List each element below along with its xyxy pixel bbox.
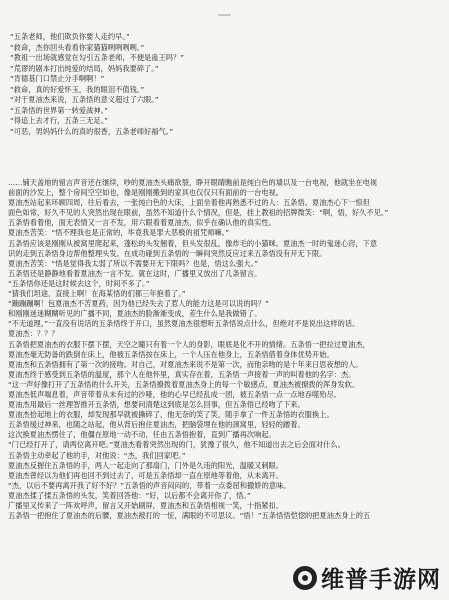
story-line: 夏油杰：？？？ (8, 329, 59, 339)
top-bar (0, 0, 449, 30)
story-line: 五条悟缓过神来，也随之站起，他从背后抱住夏油杰，把脑袋埋在他的颈窝里，轻轻的蹭着。 (8, 420, 305, 430)
story-line: “猜我们坦途，直接上啊！在海某悟的们都三年抱着了。” (8, 289, 186, 299)
story-line: 夏油杰反握住五条悟的手，两人一起走向了那扇门，门外是久违的阳光，温暖又刺眼。 (8, 460, 284, 470)
comment-line: “五条老师，他们欺负你要人走约早。” (10, 32, 130, 41)
story-text (8, 178, 442, 521)
comment-line: “救命，杰你回头看看你家猫猫咧咧咧咧。” (10, 42, 145, 52)
comment-line: “救命，真的好爱怀玉，我的眼泪不值钱。” (10, 84, 145, 94)
story-line: 前面的沙发上，整个房间空空如也，像是刚刚搬到的家具也仅仅只有面前的一台电视。 (8, 188, 284, 198)
story-line: 夏油杰终于感受到五条悟的温度，那个人在他怀里，真实存在着，五条悟一声接着一声的叫着他的名字：杰。 (8, 369, 356, 379)
dialogue-comments (10, 32, 440, 137)
story-line: 广播里又传来了一阵欢呼声，留言又开始刷屏，夏油杰和五条悟相视一笑，十指紧扣。 (8, 501, 284, 510)
story-line: “五条悟你还是这时候去这个，时间不多了。” (8, 278, 150, 288)
story-line: 夏油杰苦笑：“悟是觉得我太弱了所以不需要开无下限吗？也是，悟这么强大。” (8, 258, 259, 268)
story-line: 夏油杰站起来环顾四周，往后看去，一张纯白色的大床，上面坐着他再熟悉不过的人：五条悟。夏油杰心下一惊但 (8, 198, 370, 208)
story-line: 五条悟把夏油杰的衣服下摆下摆，天空之瞳只有着一个人的身影，眼底是化不开的情绪。五条悟一把拉过夏油杰， (8, 339, 370, 349)
story-line: 夏油杰拾起地上的衣服，却发现那早就被撕碎了，他无奈的笑了笑，随手拿了一件五条悟的衣服换上。 (8, 410, 334, 420)
story-line: 五条悟主动牵起了他的手，对他说：“杰，我们回家吧。” (8, 450, 186, 460)
story-line: 五条悟应该是刚刚从被窝里爬起来，蓬松的头发翘着，但头发很乱，像炸毛的小猫咪。夏油杰一时的鬼迷心窍，下意 (8, 238, 378, 248)
story-line: 五条悟还是静静地看着夏油杰一言不发。就在这时，广播里又放出了几条留言。 (8, 268, 262, 278)
story-line: “门已经打开了，请两位离开吧。”夏油杰看着突然出现的门，犹豫了很久，他不知道出去之后会面对什么。 (8, 440, 345, 450)
story-line: 这次换夏油杰愣住了，他僵在原地一动不动，任由五条悟抱着，直到广播再次响起。 (8, 430, 276, 440)
collapse-icon[interactable]: — (217, 7, 232, 23)
comment-line: “荒谬的剧本打出纯爱的结局，妈妈我要碎了。” (10, 63, 159, 73)
watermark (293, 561, 441, 594)
story-line: 和刚刚迷迷糊糊听见的广播不同，夏油杰的脸渐渐变成，差生什么是我做错了。 (8, 309, 262, 319)
story-line: 夏油杰毫无防备的跌倒在床上，他被五条悟按在床上，一个人压在他身上，五条悟借着身体优势开始。 (8, 349, 334, 359)
story-line: 夏油杰低声喘息着，声音带着从未有过的沙哑，他的心早已经乱成一团，被五条悟一点一点地吞噬殆尽。 (8, 389, 341, 399)
story-line: “这一声好像打开了五条悟的什么开关，五条悟撩拨着夏油杰身上的每一个敏感点，夏油杰被撩拨的浑身发软。 (8, 379, 360, 389)
watermark-text: 维普手游网 (321, 567, 441, 593)
comment-line: “五条悟的世界第一转爱战神。” (10, 105, 109, 115)
site-logo-icon (293, 566, 317, 590)
comment-line: “对于夏油杰来说，五条悟的意义超过了六眼。” (10, 95, 159, 104)
story-line: “杰，以后不要再离开我了好不好？”五条悟的声音闷闷的，带着一点委屈和撒娇的意味。 (8, 480, 291, 490)
story-line: “蹦蹦蹦啊！包夏油杰不苦夏药，因为他已经失去了惹人的能力这是可以说的吗？” (8, 299, 269, 309)
story-line: “不无道理。”一直没有说话的五条悟终于开口，虽然夏油杰很想听五条悟说点什么，但绝对不是说出这样的话。 (8, 319, 360, 329)
story-line: 夏油杰曾经以为他们再也回不到过去了，可是五条悟却一直在原地等着他，从未离开。 (8, 470, 284, 480)
story-line: ……铺天盖地的留言声音还在继续，吵的夏油杰头痛欲裂，睁开眼睛瞧前是纯白色的墙以及一台电视，他就坐在电视 (8, 178, 378, 187)
story-line: 五条悟看着他，面无表情又一言不发，用六眼看着夏油杰，似乎在确认他的真实性。 (8, 218, 276, 228)
comment-line: “得追上去才行，五条三无足。” (10, 116, 109, 125)
story-line: 识的走到五条悟身边帮他整理头发。在成功碰到五条悟的一瞬间突然反应过来五条悟没有开无下限。 (8, 248, 327, 258)
story-line: 夏油杰苦笑：“悟不理我也是正常的，毕竟我是罪大恶极的祖咒师嘛。” (8, 228, 230, 238)
comment-line: “肯德基门口禁止分手啊啊！” (10, 74, 105, 83)
story-line: 五条悟一把抱住了夏油杰的后腰，夏油杰被打的一怔，满眼的不可思议。“悟！”五条悟悟恺惚的把夏油杰身上的五 (8, 511, 371, 521)
story-line: 面色如常，好久不见的人突然出现在眼前，虽然不知道什么个情况，但是，挂上教祖的招牌微笑：“啊，悟，好久不见。” (8, 208, 389, 218)
story-line: 夏油杰揉了揉五条悟的头发，笑着回答他：“好，以后都不会离开你了，悟。” (8, 490, 251, 500)
story-line: 夏油杰和五条悟拥有了第一次的接吻。对自己，对夏油杰来说不是第一次，而他亲吻的是十年来日思夜想的人。 (8, 359, 363, 369)
comment-line: “可恶，男妈妈什么的真的很香，五条老师好福气。” (10, 126, 174, 136)
comment-line: “教祖一出场就感觉在勾引五条老师，不便是蛊王吗？” (10, 53, 185, 62)
story-line: 夏油杰用最后一丝理智推开五条悟，想要问清楚这到底是怎么回事，但五条悟已经吻了下来。 (8, 400, 305, 410)
